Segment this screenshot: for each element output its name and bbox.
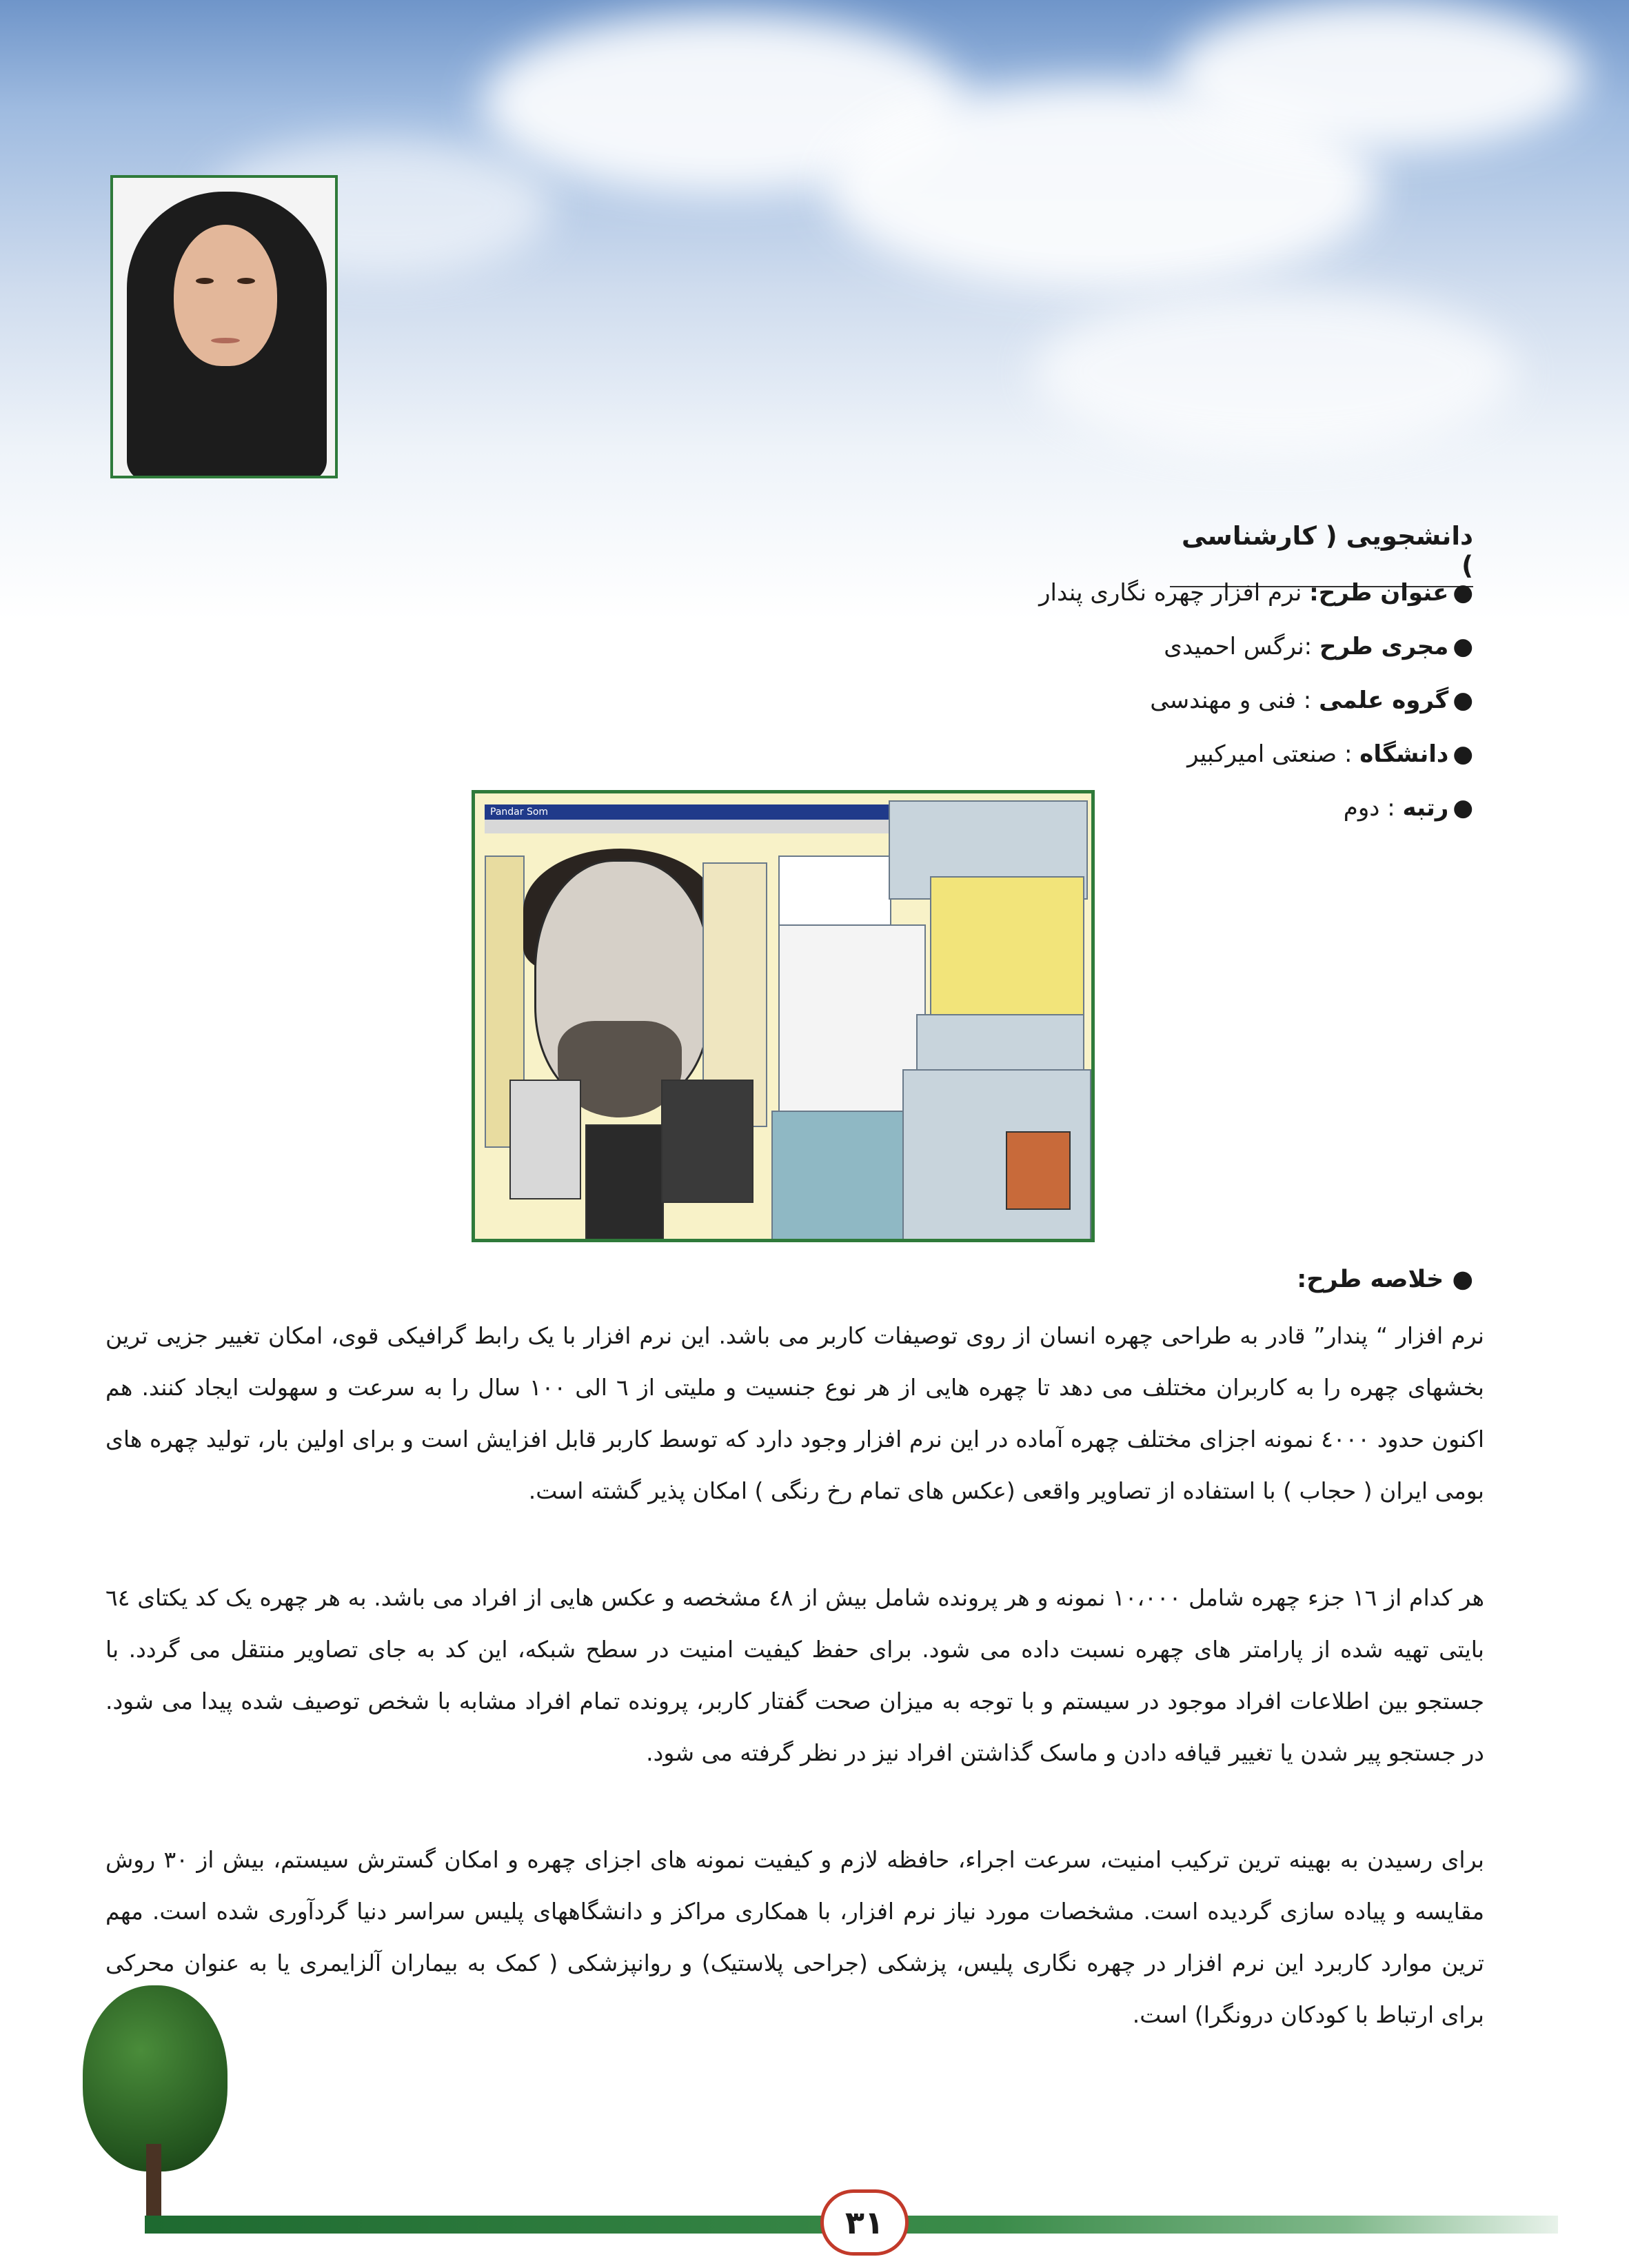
cloud (1034, 290, 1517, 455)
mouth (211, 338, 240, 343)
info-value: نرم افزار چهره نگاری پندار (1039, 579, 1302, 607)
info-label: عنوان طرح: (1309, 579, 1449, 607)
thumbnail-woman (585, 1124, 664, 1241)
summary-paragraph: هر کدام از ١٦ جزء چهره شامل ١٠،٠٠٠ نمونه و هر پرونده شامل بیش از ٤٨ مشخصه و عکس هایی از افراد می باشد. به هر چهره یک کد یکتای ٦٤ بایتی تهیه شده از پارامتر های چهره نسبت داده می شود. برای حفظ کیفیت امنیت در سطح شبکه، این کد به جای تصاویر منتقل می گردد. با جستجو بین اطلاعات افراد موجود در سیستم و با توجه به میزان صحت گفتار کاربر، پرونده تمام افراد مشابه با شخص توصیف شده پیدا می شود. در جستجو پیر شدن یا تغییر قیافه دادن و ماسک گذاشتن افراد نیز در نظر گرفته می شود. (105, 1584, 1484, 1766)
bullet-icon: ● (1453, 633, 1473, 660)
summary-paragraph: برای رسیدن به بهینه ترین ترکیب امنیت، سرعت اجراء، حافظه لازم و کیفیت نمونه های اجزای چهره و امکان گسترش سیستم، بیش از ٣٠ روش مقایسه و پیاده سازی گردیده است. مشخصات مورد نیاز نرم افزار، با همکاری مراکز و دانشگاههای پلیس سراسر دنیا گردآوری شده است. مهم ترین موارد کاربرد این نرم افزار در چهره نگاری پلیس، پزشکی (جراحی پلاستیک) و روانپزشکی ( کمک به بیماران آلزایمری یا به عنوان محرکی برای ارتباط با کودکان درونگرا) است. (105, 1846, 1484, 2028)
section-heading: دانشجویی ( کارشناسی ) (1170, 521, 1473, 587)
table-window (930, 876, 1084, 1037)
sliders-window (771, 1111, 912, 1241)
summary-label: خلاصه طرح: (1297, 1266, 1444, 1293)
bullet-icon: ● (1453, 740, 1473, 768)
progress-window (916, 1014, 1084, 1072)
info-item-title (1039, 579, 1473, 607)
info-value: :نرگس احمیدی (1164, 633, 1313, 660)
software-screenshot (472, 790, 1095, 1242)
window-titlebar: Pandar Som (485, 804, 898, 820)
bullet-icon: ● (1453, 687, 1473, 714)
page-number: ٣١ (820, 2189, 909, 2256)
thumbnail-mask (661, 1080, 753, 1203)
thumbnail-portrait (1006, 1131, 1071, 1210)
tree-trunk (146, 2144, 161, 2227)
info-label: رتبه (1402, 794, 1449, 822)
info-value: : دوم (1343, 794, 1395, 822)
window-menubar (485, 820, 898, 833)
info-item-university (1187, 740, 1473, 768)
info-item-executor (1164, 633, 1473, 660)
summary-paragraph: نرم افزار “ پندار” قادر به طراحی چهره انسان از روی توصیفات کاربر می باشد. این نرم افزار با یک رابط گرافیکی قوی، امکان تغییر جزیی ترین بخشهای چهره را به کاربران مختلف می دهد تا چهره هایی از هر نوع جنسیت و ملیتی از ٦ الی ١٠٠ سال را به سرعت و سهولت ایجاد کنند. هم اکنون حدود ٤٠٠٠ نمونه اجزای مختلف چهره آماده در این نرم افزار وجود دارد که توسط کاربر قابل افزایش است و برای اولین بار، تولید چهره های بومی ایران ( حجاب ) با استفاده از تصاویر واقعی (عکس های تمام رخ رنگی ) امکان پذیر گشته است. (105, 1322, 1484, 1504)
tree-decoration (83, 1985, 227, 2227)
portrait-photo (110, 175, 338, 478)
bullet-icon: ● (1453, 579, 1473, 607)
info-label: مجری طرح (1319, 633, 1449, 660)
thumbnail-man (509, 1080, 581, 1199)
eye (237, 278, 255, 284)
bullet-icon: ● (1452, 1266, 1473, 1293)
list-window (778, 855, 891, 927)
info-label: گروه علمی (1319, 687, 1449, 714)
eye (196, 278, 214, 284)
face (174, 225, 277, 366)
info-label: دانشگاه (1359, 740, 1449, 768)
info-value: : صنعتی امیرکبیر (1187, 740, 1353, 768)
summary-heading (1297, 1266, 1473, 1293)
info-item-group (1150, 687, 1473, 714)
info-item-rank (1344, 794, 1473, 822)
bullet-icon: ● (1453, 794, 1473, 822)
cloud (1172, 0, 1586, 152)
info-value: : فنی و مهندسی (1150, 687, 1312, 714)
